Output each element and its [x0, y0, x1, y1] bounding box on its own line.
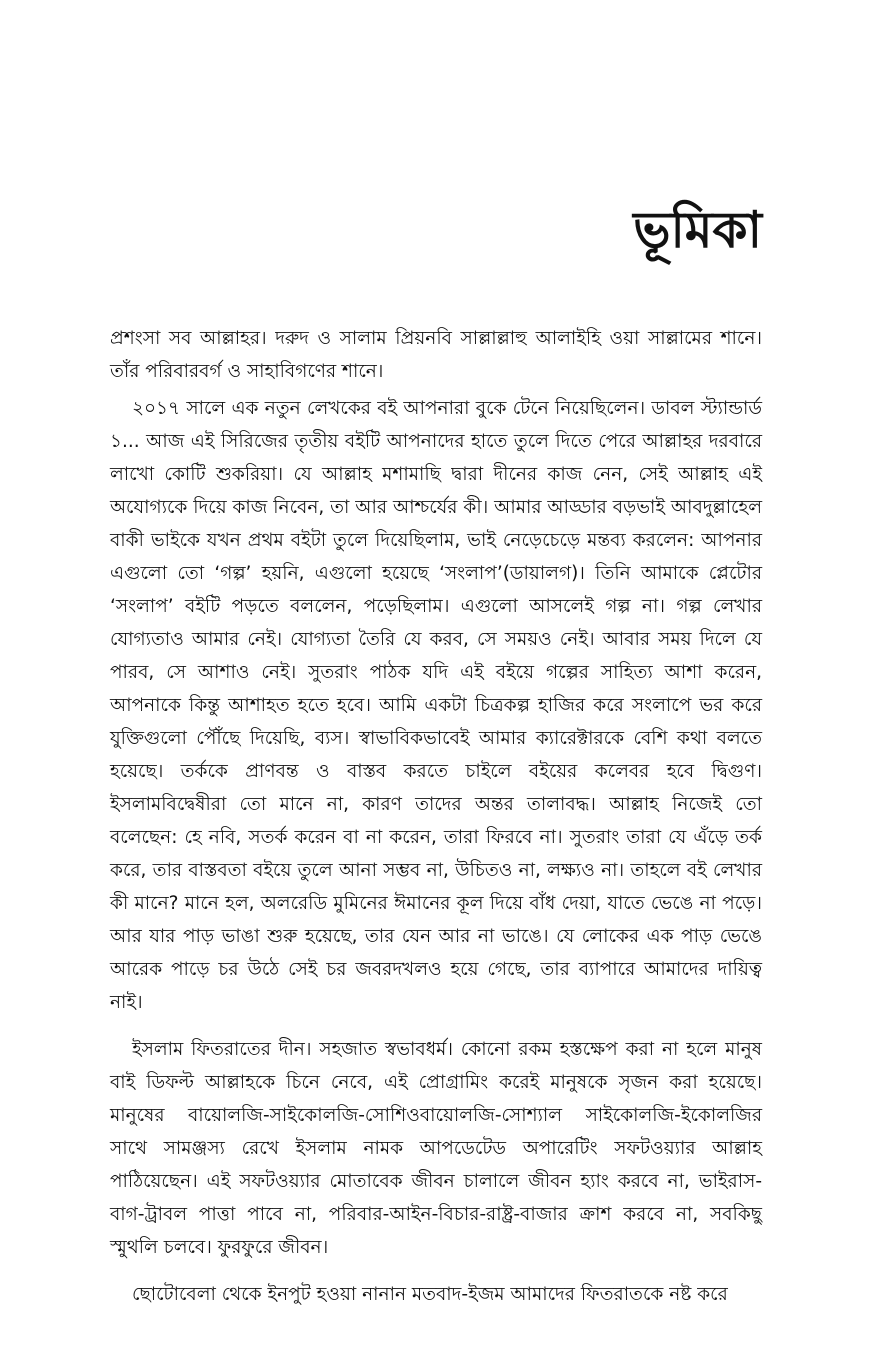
paragraph-intro: প্রশংসা সব আল্লাহর। দরুদ ও সালাম প্রিয়নবি সাল্লাল্লাহু আলাইহি ওয়া সাল্লামের শানে। তাঁর পরিবারবর্গ ও সাহাবিগণের শানে।: [110, 328, 762, 382]
paragraph-fitrah: ইসলাম ফিতরাতের দীন। সহজাত স্বভাবধর্ম। কোনো রকম হস্তক্ষেপ করা না হলে মানুষ বাই ডিফল্ট আল্লাহকে চিনে নেবে, এই প্রোগ্রামিং করেই মানুষকে সৃজন করা হয়েছে। মানুষের বায়োলজি-সাইকোলজি-সোশিওবায়োলজি-সোশ্যাল সাইকোলজি-ইকোলজির সাথে সামঞ্জস্য রেখে ইসলাম নামক আপডেটেড অপারেটিং সফটওয়্যার আল্লাহ পাঠিয়েছেন। এই সফটওয়্যার মোতাবেক জীবন চালালে জীবন হ্যাং করবে না, ভাইরাস-বাগ-ট্রাবল পাত্তা পাবে না, পরিবার-আইন-বিচার-রাষ্ট্র-বাজার ক্রাশ করবে না, সবকিছু স্মুথলি চলবে। ফুরফুরে জীবন।: [110, 1039, 762, 1258]
chapter-body: [110, 322, 762, 1311]
paragraph-childhood: ছোটোবেলা থেকে ইনপুট হওয়া নানান মতবাদ-ইজম আমাদের ফিতরাতকে নষ্ট করে: [132, 1284, 728, 1305]
chapter-title: ভূমিকা: [633, 201, 762, 259]
paragraph-book-history: ২০১৭ সালে এক নতুন লেখকের বই আপনারা বুকে টেনে নিয়েছিলেন। ডাবল স্ট্যান্ডার্ড ১... আজ এই সিরিজের তৃতীয় বইটি আপনাদের হাতে তুলে দিতে পেরে আল্লাহর দরবারে লাখো কোটি শুকরিয়া। যে আল্লাহ মশামাছি দ্বারা দীনের কাজ নেন, সেই আল্লাহ এই অযোগ্যকে দিয়ে কাজ নিবেন, তা আর আশ্চর্যের কী। আমার আড্ডার বড়ভাই আবদুল্লাহেল বাকী ভাইকে যখন প্রথম বইটা তুলে দিয়েছিলাম, ভাই নেড়েচেড়ে মন্তব্য করলেন: আপনার এগুলো তো ‘গল্প’ হয়নি, এগুলো হয়েছে ‘সংলাপ’(ডায়ালগ)। তিনি আমাকে প্লেটোর ‘সংলাপ’ বইটি পড়তে বললেন, পড়েছিলাম। এগুলো আসলেই গল্প না। গল্প লেখার যোগ্যতাও আমার নেই। যোগ্যতা তৈরি যে করব, সে সময়ও নেই। আবার সময় দিলে যে পারব, সে আশাও নেই। সুতরাং পাঠক যদি এই বইয়ে গল্পের সাহিত্য আশা করেন, আপনাকে কিন্তু আশাহত হতে হবে। আমি একটা চিত্রকল্প হাজির করে সংলাপে ভর করে যুক্তিগুলো পৌঁছে দিয়েছি, ব্যস। স্বাভাবিকভাবেই আমার ক্যারেক্টারকে বেশি কথা বলতে হয়েছে। তর্ককে প্রাণবন্ত ও বাস্তব করতে চাইলে বইয়ের কলেবর হবে দ্বিগুণ। ইসলামবিদ্বেষীরা তো মানে না, কারণ তাদের অন্তর তালাবদ্ধ। আল্লাহ নিজেই তো বলেছেন: হে নবি, সতর্ক করেন বা না করেন, তারা ফিরবে না। সুতরাং তারা যে এঁড়ে তর্ক করে, তার বাস্তবতা বইয়ে তুলে আনা সম্ভব না, উচিতও না, লক্ষ্যও না। তাহলে বই লেখার কী মানে? মানে হল, অলরেডি মুমিনের ঈমানের কূল দিয়ে বাঁধ দেয়া, যাতে ভেঙে না পড়ে। আর যার পাড় ভাঙা শুরু হয়েছে, তার যেন আর না ভাঙে। যে লোকের এক পাড় ভেঙে আরেক পাড়ে চর উঠে সেই চর জবরদখলও হয়ে গেছে, তার ব্যাপারে আমাদের দায়িত্ব নাই।: [110, 398, 762, 1013]
